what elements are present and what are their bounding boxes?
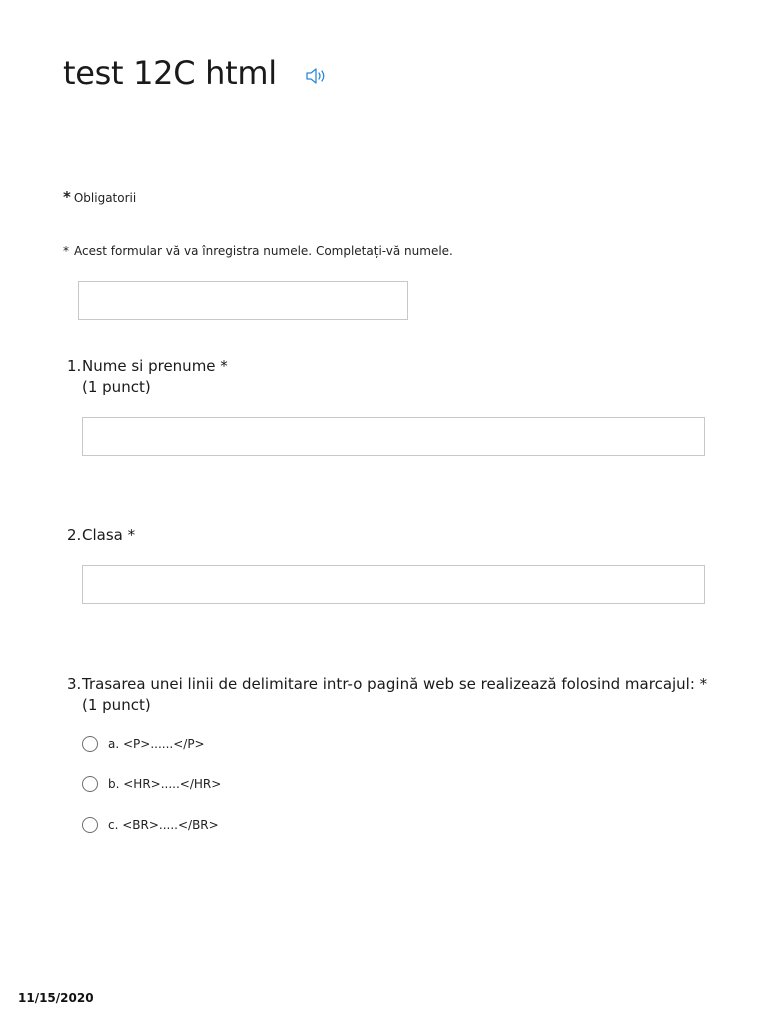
- question-1: [67, 356, 228, 398]
- radio-button[interactable]: [82, 817, 98, 833]
- required-legend-label: Obligatorii: [73, 191, 137, 205]
- notice-star: *: [63, 244, 69, 258]
- option-b[interactable]: [82, 776, 221, 792]
- question-2: [67, 525, 135, 546]
- required-star: *: [63, 188, 71, 206]
- name-record-input[interactable]: [78, 281, 408, 320]
- option-c[interactable]: [82, 817, 219, 833]
- question-points: (1 punct): [82, 696, 151, 714]
- option-label: b. <HR>.....</HR>: [108, 777, 222, 791]
- required-legend: [63, 188, 136, 206]
- radio-button[interactable]: [82, 736, 98, 752]
- option-label: c. <BR>.....</BR>: [108, 818, 219, 832]
- form-header: [63, 54, 327, 92]
- question-text: Trasarea unei linii de delimitare intr-o pagină web se realizează folosind marcajul: *: [82, 675, 708, 693]
- question-text: Nume si prenume *: [82, 357, 228, 375]
- name-answer-input[interactable]: [82, 417, 705, 456]
- notice-text: Acest formular vă va înregistra numele. Completați-vă numele.: [74, 244, 453, 258]
- option-a[interactable]: [82, 736, 205, 752]
- radio-button[interactable]: [82, 776, 98, 792]
- question-points: (1 punct): [82, 378, 151, 396]
- speaker-icon[interactable]: [305, 66, 327, 86]
- option-label: a. <P>......</P>: [108, 737, 205, 751]
- question-text: Clasa *: [82, 526, 136, 544]
- question-number: 1.: [67, 357, 82, 375]
- name-recording-notice: [63, 244, 453, 258]
- print-date: 11/15/2020: [18, 991, 94, 1005]
- question-3: [67, 674, 707, 716]
- class-answer-input[interactable]: [82, 565, 705, 604]
- question-number: 3.: [67, 675, 82, 693]
- question-number: 2.: [67, 526, 82, 544]
- form-title: test 12C html: [63, 54, 277, 92]
